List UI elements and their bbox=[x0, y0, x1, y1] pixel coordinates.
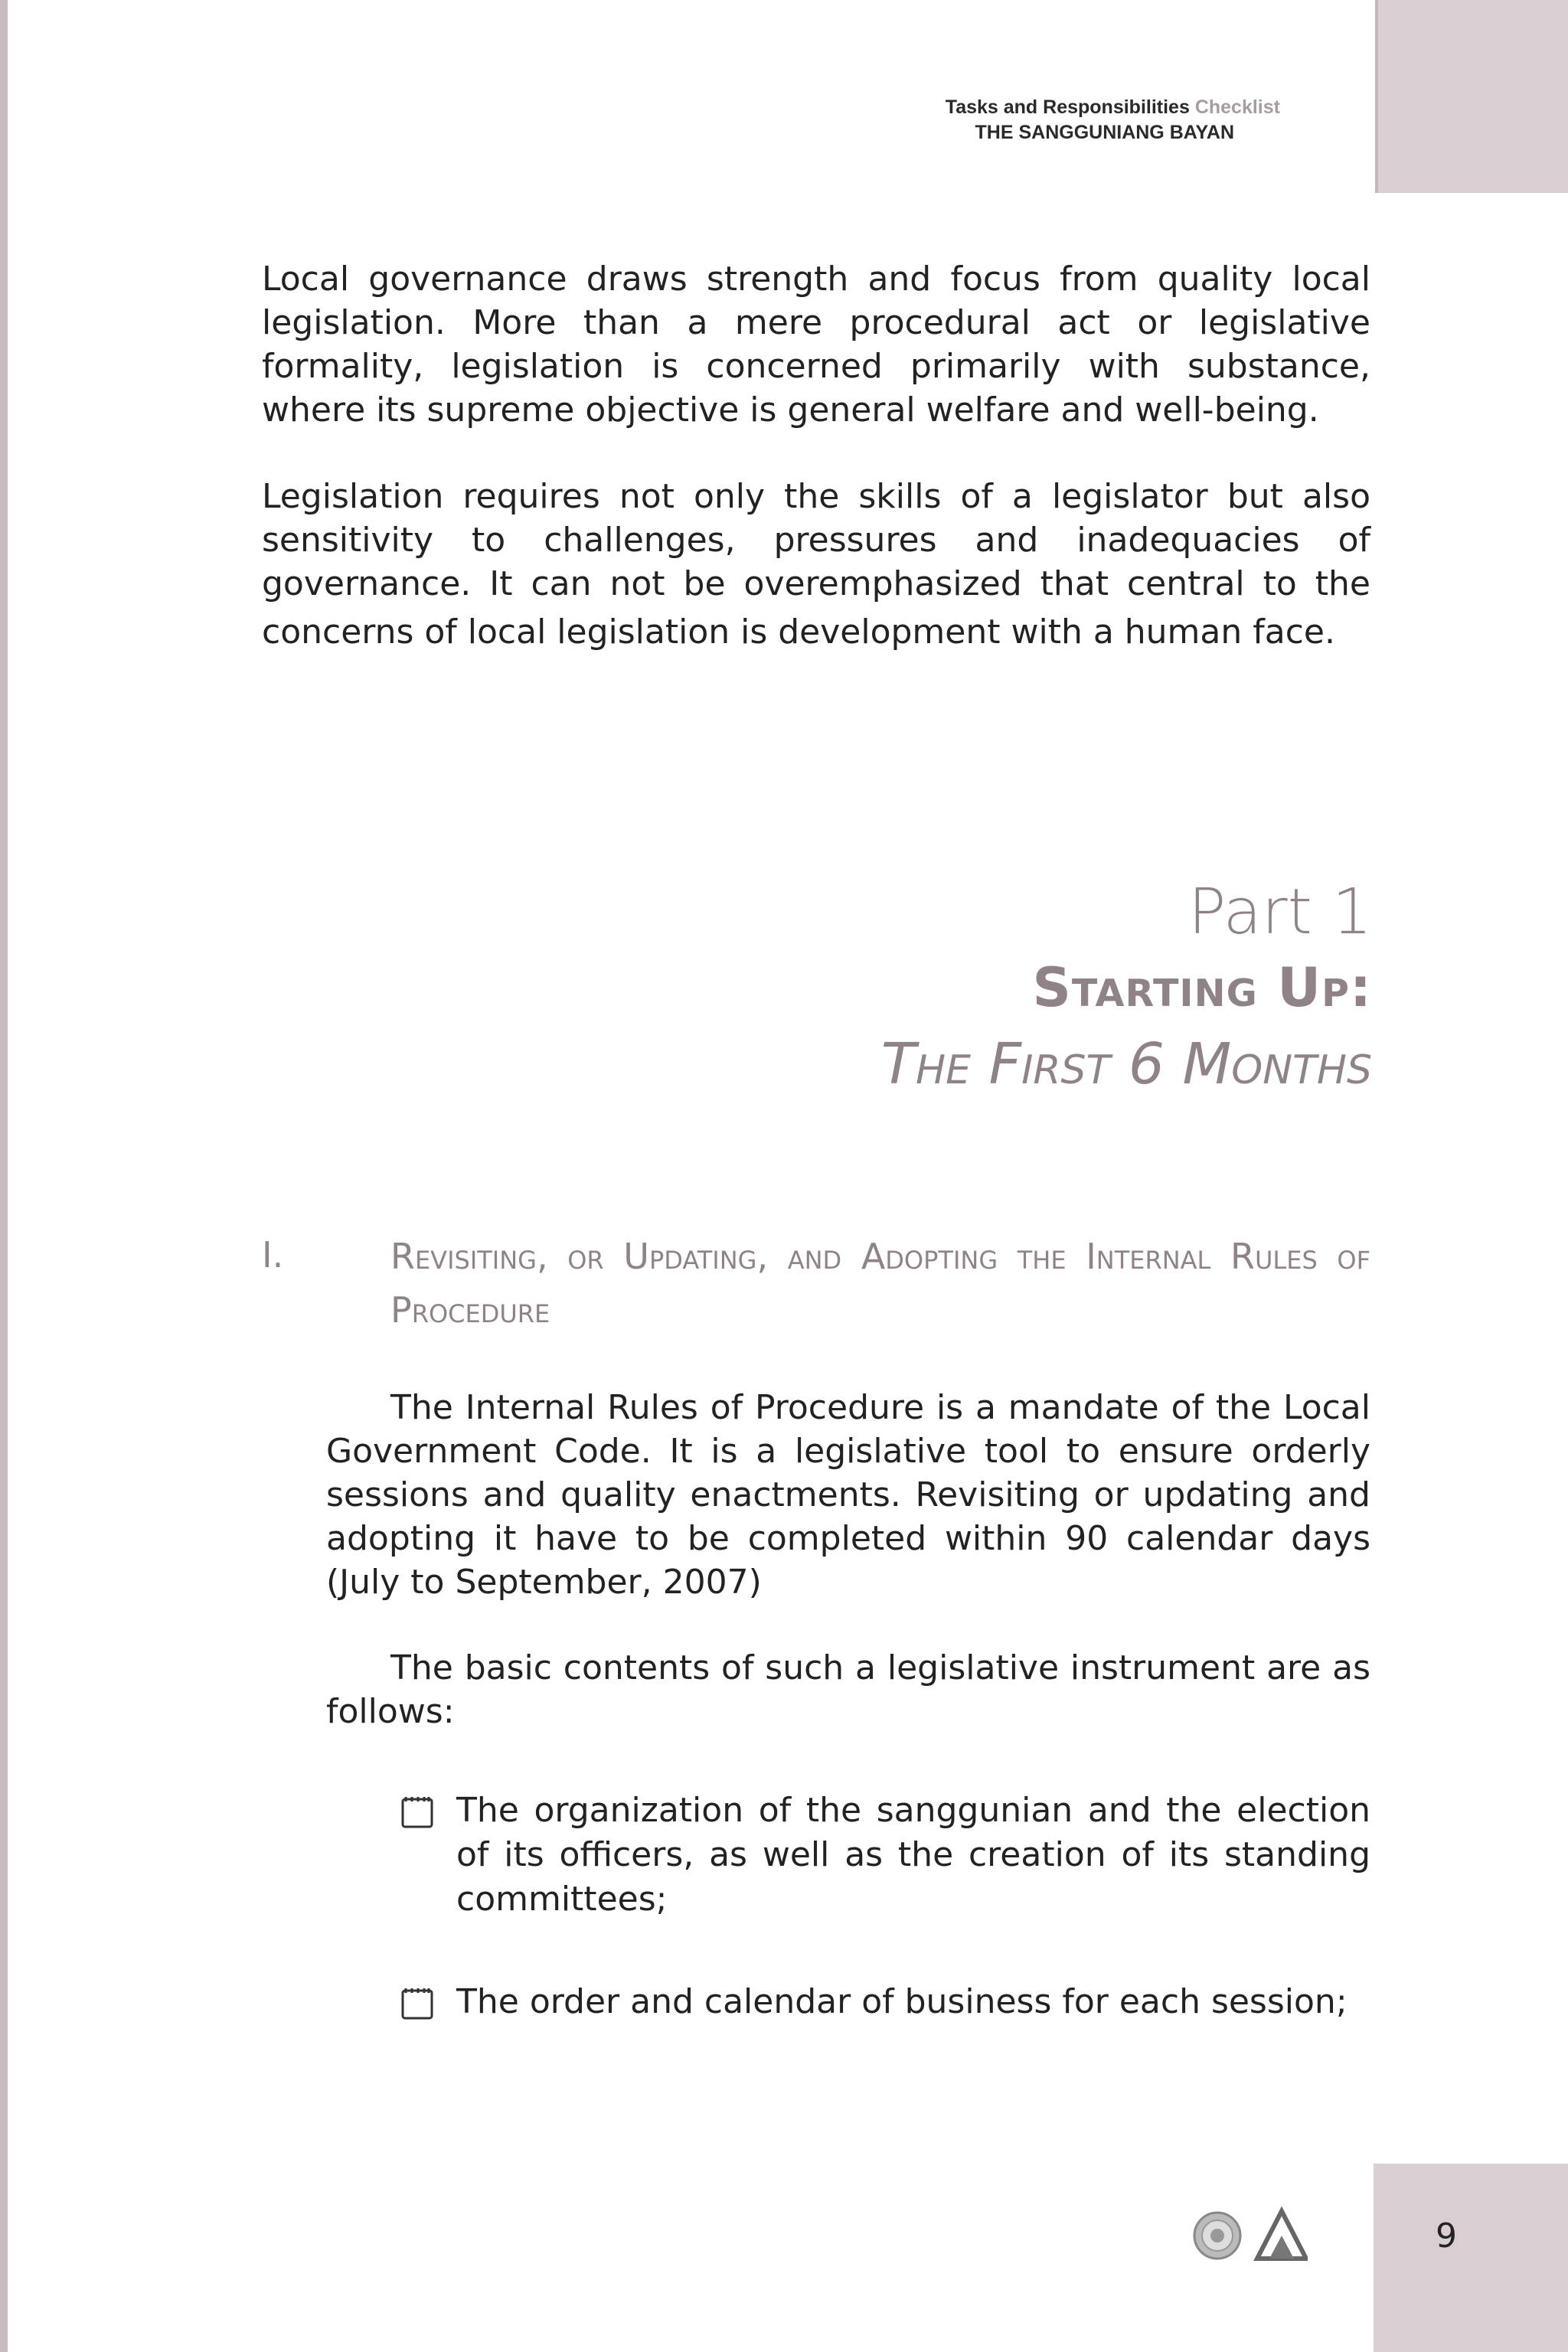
part-subtitle: The First 6 Months bbox=[880, 1031, 1372, 1097]
header-tab bbox=[1375, 0, 1568, 193]
checkbox-icon bbox=[400, 1986, 435, 2021]
part-heading bbox=[881, 874, 1372, 1104]
intro-paragraph-2-end: concerns of local legislation is development with a human face. bbox=[262, 612, 1335, 652]
section-number: I. bbox=[262, 1234, 284, 1276]
checkbox-icon bbox=[400, 1795, 435, 1830]
checklist-item-text: The order and calendar of business for each session; bbox=[456, 1982, 1348, 2021]
header-subtitle: THE SANGGUNIANG BAYAN bbox=[975, 122, 1234, 143]
lga-logo bbox=[1257, 2211, 1306, 2259]
section-title: Revisiting, or Updating, and Adopting the Internal Rules of Procedure bbox=[390, 1236, 1370, 1331]
header-title-accent: Checklist bbox=[1194, 96, 1280, 118]
footer-tab bbox=[1374, 2164, 1568, 2352]
intro-paragraph-2-start: Legislation requires not only the skills of a legislator but also sensitivity to challenges, pressures and inadequacies of governance. It can not be overemphasized that central to the bbox=[262, 477, 1370, 603]
header-title-main: Tasks and Responsibilities bbox=[945, 96, 1190, 118]
left-edge-rule bbox=[0, 0, 8, 2352]
part-title: Starting Up: bbox=[1032, 956, 1372, 1019]
section-paragraph-2: The basic contents of such a legislative instrument are as follows: bbox=[326, 1648, 1370, 1731]
checklist-item bbox=[400, 1788, 1370, 1922]
running-header bbox=[946, 95, 1280, 145]
header-title bbox=[946, 95, 1280, 120]
intro-paragraph-1: Local governance draws strength and focus from quality local legislation. More than a mere procedural act or legislative formality, legislation is concerned primarily with substance, where its supreme objective is general welfare and well-being. bbox=[262, 260, 1370, 430]
page-number: 9 bbox=[1436, 2216, 1457, 2256]
checklist-item-text: The organization of the sanggunian and the election of its officers, as well as the creation of its standing committees; bbox=[456, 1791, 1370, 1919]
seal-logo bbox=[1194, 2213, 1240, 2259]
footer-logos bbox=[1191, 2205, 1308, 2266]
part-label: Part 1 bbox=[1187, 876, 1372, 949]
intro-paragraph-2 bbox=[262, 475, 1370, 659]
checklist-item bbox=[400, 1980, 1370, 2024]
section-paragraph-1: The Internal Rules of Procedure is a mandate of the Local Government Code. It is a legislative tool to ensure orderly sessions and quality enactments. Revisiting or updating and adopting it have to be completed within 90 calendar days (July to September, 2007) bbox=[326, 1388, 1370, 1602]
